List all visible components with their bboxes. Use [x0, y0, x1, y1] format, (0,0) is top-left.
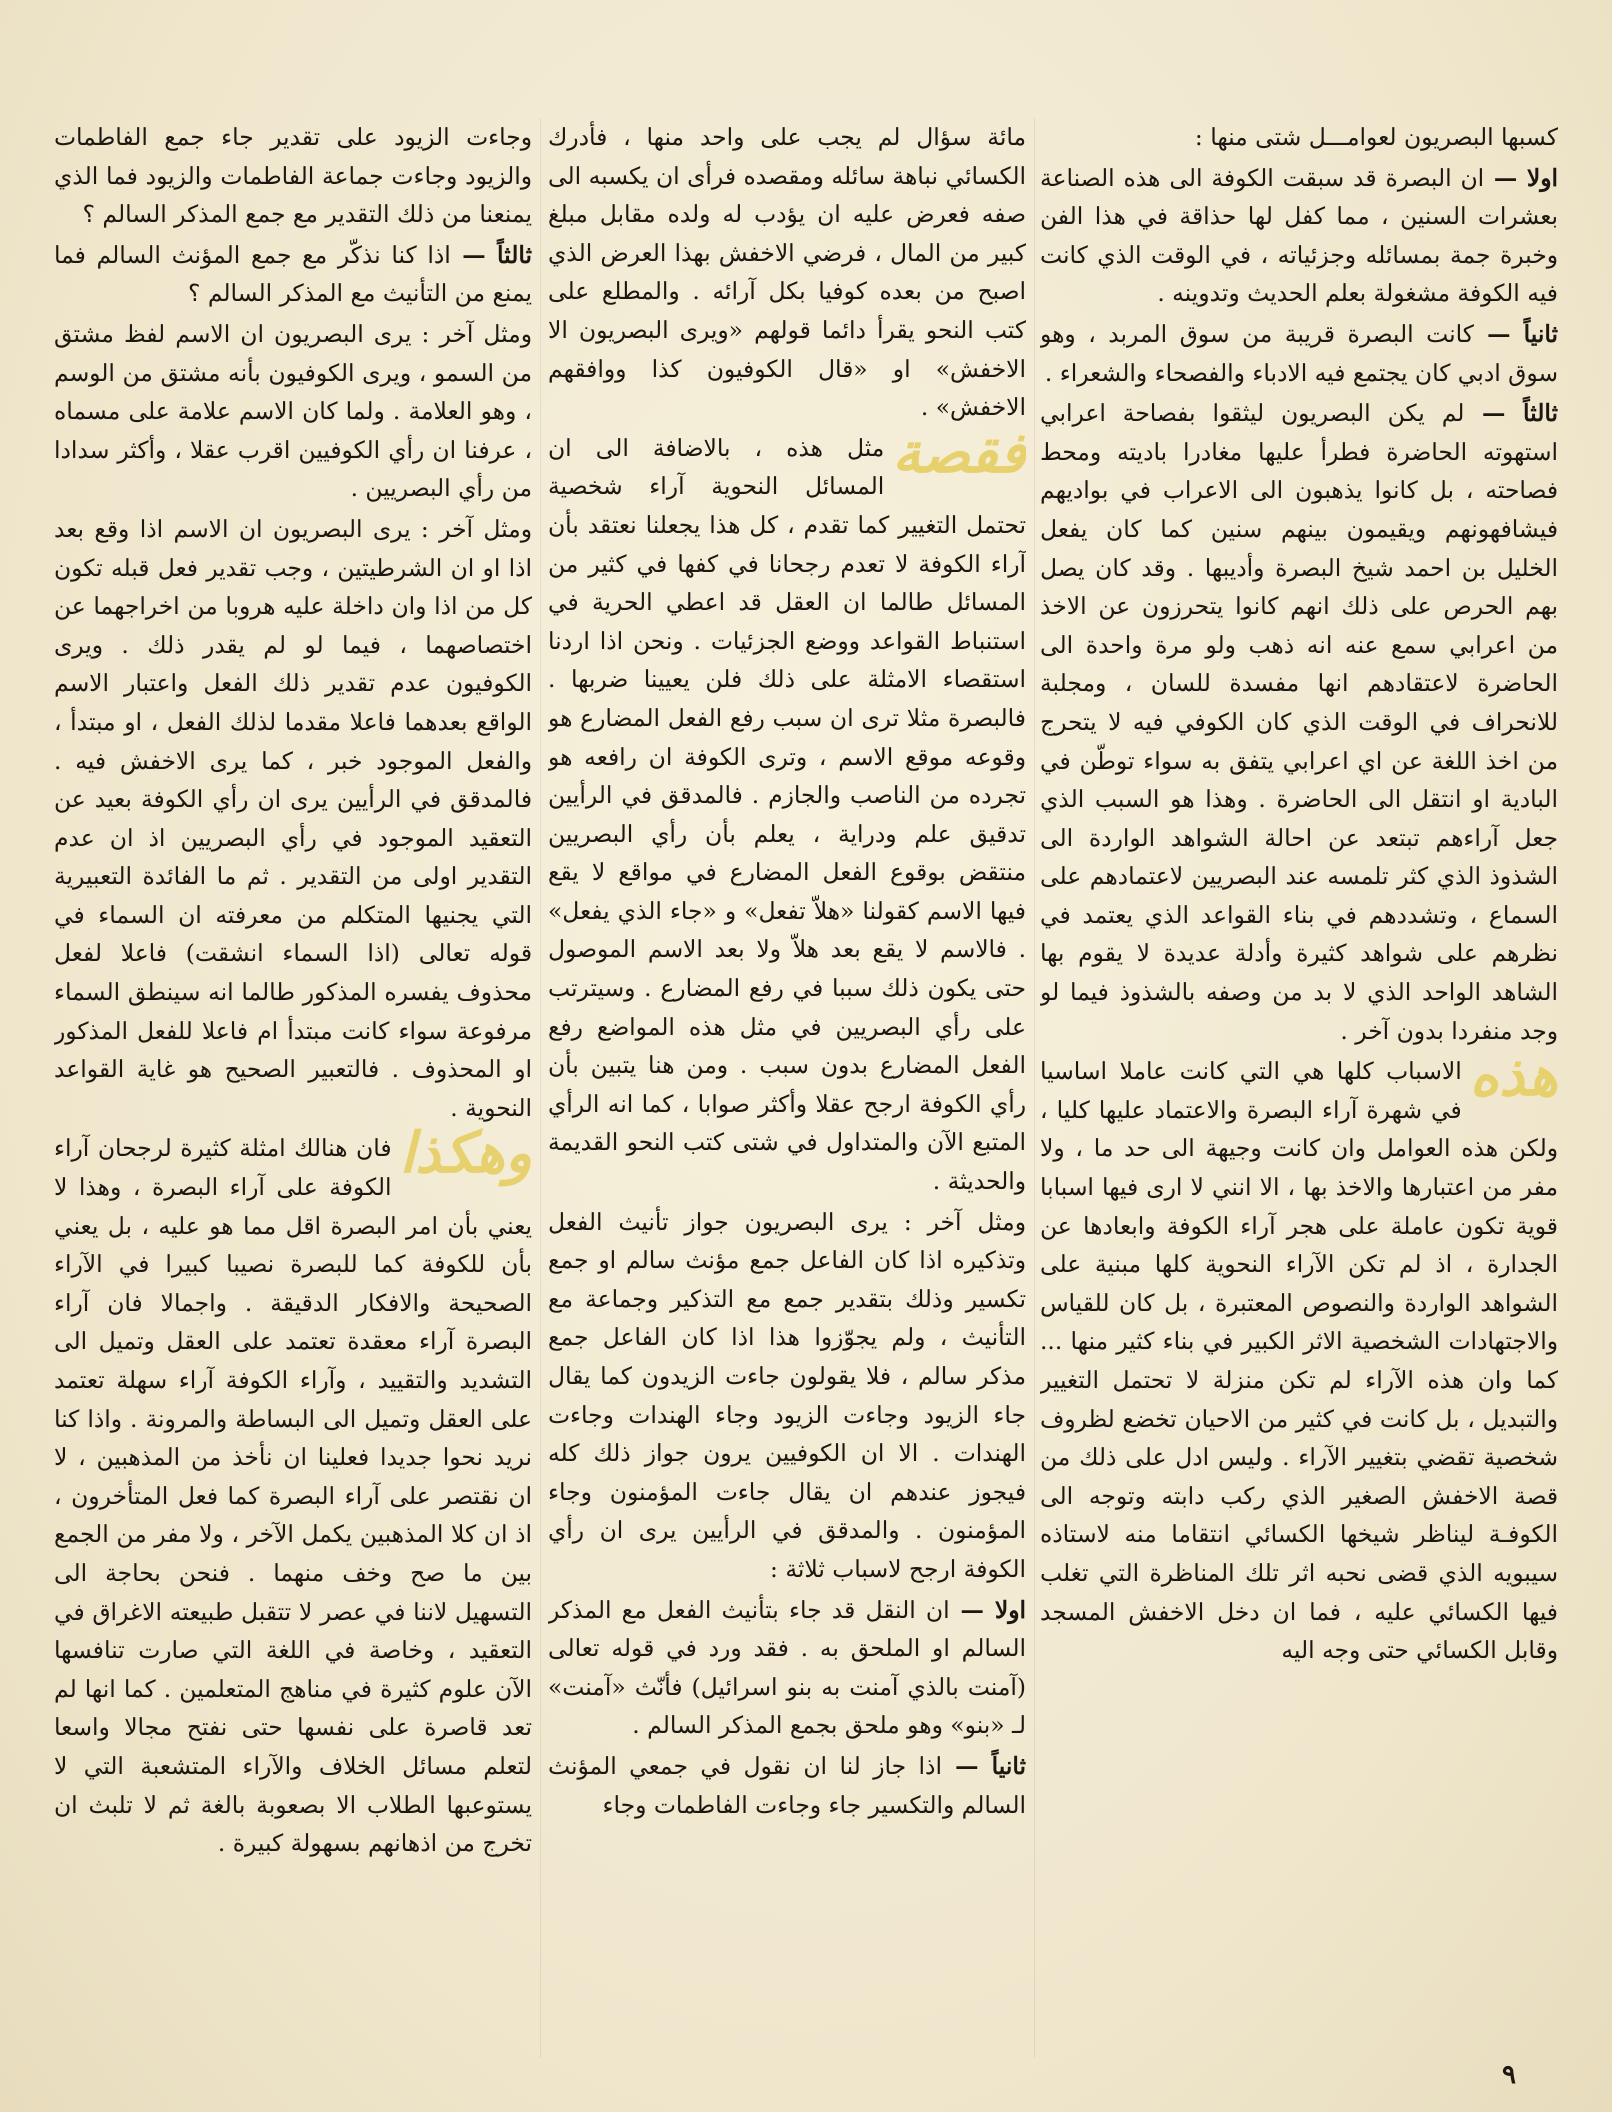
paragraph-lead: اولا — — [1484, 163, 1558, 192]
paragraph-text: ان النقل قد جاء بتأنيث الفعل مع المذكر السالم او الملحق به . فقد ورد في قوله تعالى (آمنت بالذي آمنت به بنو اسرائيل) فأنّث «آمنت» لـ «بنو» وهو ملحق بجمع المذكر السالم . — [548, 1595, 1026, 1740]
decorative-initial-word: هذه — [1469, 1043, 1558, 1110]
paragraph-text: كانت البصرة قريبة من سوق المربد ، وهو سوق ادبي كان يجتمع فيه الادباء والفصحاء والشعراء . — [1040, 319, 1558, 387]
paragraph-text: ان البصرة قد سبقت الكوفة الى هذه الصناعة بعشرات السنين ، مما كفل لها حذاقة في هذا الفن وخبرة جمة بمسائله وجزئياته ، في الوقت الذي كانت فيه الكوفة مشغولة بعلم الحديث وتدوينه . — [1040, 163, 1558, 308]
paragraph-lead: ثالثاً — — [1464, 399, 1558, 428]
paragraph — [54, 1120, 532, 1862]
paragraph — [548, 1591, 1026, 1745]
paragraph-text: اذا جاز لنا ان نقول في جمعي المؤنث السالم والتكسير جاء وجاءت الفاطمات وجاء — [548, 1751, 1026, 1819]
paragraph — [54, 510, 532, 1128]
paragraph-text: وجاءت الزيود على تقدير جاء جمع الفاطمات والزيود وجاءت جماعة الفاطمات والزيود فما الذي يمنعنا من ذلك التقدير مع جمع المذكر السالم ؟ — [54, 123, 532, 229]
left-column — [54, 118, 532, 2058]
paragraph — [1040, 118, 1558, 157]
decorative-initial-word: فقصة — [892, 419, 1026, 486]
middle-column — [548, 118, 1026, 2058]
paragraph — [1040, 1043, 1558, 1670]
paragraph-text: اذا كنا نذكّر مع جمع المؤنث السالم فما يمنع من التأنيث مع المذكر السالم ؟ — [54, 240, 532, 308]
paragraph — [548, 419, 1026, 1201]
paragraph-text: ومثل آخر : يرى البصريون ان الاسم اذا وقع بعد اذا او ان الشرطيتين ، وجب تقدير فعل قبله تكون كل من اذا وان داخلة عليه هروبا من اخراجهما عن اختصاصهما ، فيما لو لم يقدر ذلك . ويرى الكوفيون عدم تقدير ذلك الفعل واعتبار الاسم الواقع بعدهما فاعلا مقدما لذلك الفعل ، او مبتدأ ، والفعل الموجود خبر ، كما يرى الاخفش فيه . فالمدقق في الرأيين يرى ان رأي الكوفة بعيد عن التعقيد الموجود في رأي البصريين اذ ان عدم التقدير اولى من التقدير . ثم ما الفائدة التعبيرية التي يجنيها المتكلم من معرفته ان السماء في قوله تعالى (اذا السماء انشقت) فاعلا لفعل محذوف يفسره المذكور طالما انه سينطق السماء مرفوعة سواء كانت مبتدأ ام فاعلا للفعل المذكور او المحذوف . فالتعبير الصحيح هو غاية القواعد النحوية . — [54, 514, 532, 1122]
paragraph-text: فان هنالك امثلة كثيرة لرجحان آراء الكوفة على آراء البصرة ، وهذا لا يعني بأن امر البصرة اقل مما هو عليه ، بل يعني بأن للكوفة كما للبصرة نصيبا كبيرا في الآراء الصحيحة والافكار الدقيقة . واجمالا فان آراء البصرة آراء معقدة تعتمد على العقل وتميل الى التشديد والتقييد ، وآراء الكوفة آراء سهلة تعتمد على العقل وتميل الى البساطة والمرونة . واذا كنا نريد نحوا جديدا فعلينا ان نأخذ من المذهبين ، لا ان نقتصر على آراء البصرة كما فعل المتأخرون ، اذ ان كلا المذهبين يكمل الآخر ، ولا مفر من الجمع بين ما صح وخف منهما . فنحن بحاجة الى التسهيل لاننا في عصر لا تتقبل طبيعته الاغراق في التعقيد ، وخاصة في اللغة التي صارت تنافسها الآن علوم كثيرة في مناهج المتعلمين . كما انها لم تعد قاصرة على نفسها حتى نفتح مجالا واسعا لتعلم مسائل الخلاف والآراء المتشعبة التي لا يستوعبها الطلاب الا بصعوبة بالغة ثم لا تلبث ان تخرج من اذهانهم بسهولة كبيرة . — [54, 1134, 532, 1858]
paragraph-text: كسبها البصريون لعوامـــل شتى منها : — [1194, 123, 1558, 151]
right-column — [1040, 118, 1558, 2058]
paragraph — [54, 315, 532, 508]
column-divider — [1034, 118, 1035, 2058]
paragraph — [1040, 394, 1558, 1050]
paragraph — [548, 118, 1026, 427]
paragraph — [548, 1747, 1026, 1824]
paragraph — [1040, 315, 1558, 392]
paragraph-lead: ثانياً — — [941, 1751, 1026, 1780]
paragraph-text: الاسباب كلها هي التي كانت عاملا اساسيا في شهرة آراء البصرة والاعتماد عليها كليا ، ولكن هذه العوامل وان كانت وجيهة الى حد ما ، ولا مفر من اعتبارها والاخذ بها ، الا انني لا ارى فيها اسبابا قوية تكون عاملة على هجر آراء الكوفة وابعادها عن الجدارة ، اذ لم تكن الآراء النحوية كلها مبنية على الشواهد الواردة والنصوص المعتبرة ، بل كان للقياس والاجتهادات الشخصية الاثر الكبير في بناء كثير منها ... كما وان هذه الآراء لم تكن منزلة لا تحتمل التغيير والتبديل ، بل كانت في كثير من الاحيان تخضع لظروف شخصية تقضي بتغيير الآراء . وليس ادل على ذلك من قصة الاخفش الصغير الذي ركب دابته وتوجه الى الكوفـة ليناظر شيخها الكسائي انتقاما منه لاستاذه سيبويه الذي قضى نحبه اثر تلك المناظرة التي تغلب فيها الكسائي عليه ، فما ان دخل الاخفش المسجد وقابل الكسائي حتى وجه اليه — [1040, 1057, 1558, 1665]
paragraph-lead: ثالثاً — — [450, 240, 532, 269]
paragraph — [54, 236, 532, 313]
paragraph-lead: ثانياً — — [1473, 319, 1558, 348]
page-number: ٩ — [1502, 2060, 1516, 2090]
paragraph-text: مائة سؤال لم يجب على واحد منها ، فأدرك الكسائي نباهة سائله ومقصده فرأى ان يكسبه الى صفه فعرض عليه ان يؤدب له ولده مقابل مبلغ كبير من المال ، فرضي الاخفش بهذا العرض الذي اصبح من بعده كوفيا بكل آرائه . والمطلع على كتب النحو يقرأ دائما قولهم «ويرى البصريون الا الاخفش» او «قال الكوفيون كذا ووافقهم الاخفش» . — [548, 123, 1026, 422]
paragraph-text: مثل هذه ، بالاضافة الى ان المسائل النحوية آراء شخصية تحتمل التغيير كما تقدم ، كل هذا يجعلنا نعتقد بأن آراء الكوفة لا تعدم رجحانا في كفها في كثير من المسائل طالما ان العقل قد اعطي الحرية في استنباط القواعد ووضع الجزئيات . ونحن اذا اردنا استقصاء الامثلة على ذلك فلن يعيينا ضربها . فالبصرة مثلا ترى ان سبب رفع الفعل المضارع هو وقوعه موقع الاسم ، وترى الكوفة ان رافعه هو تجرده من الناصب والجازم . فالمدقق في الرأيين تدقيق علم ودراية ، يعلم بأن رأي البصريين منتقض بوقوع الفعل المضارع في مواقع لا يقع فيها الاسم كقولنا «هلاّ تفعل» و «جاء الذي يفعل» . فالاسم لا يقع بعد هلاّ ولا بعد الاسم الموصول حتى يكون ذلك سببا في رفع المضارع . وسيترتب على رأي البصريين في مثل هذه المواضع رفع الفعل المضارع بدون سبب . ومن هنا يتبين بأن رأي الكوفة ارجح عقلا وأكثر صوابا ، كما انه الرأي المتبع الآن والمتداول في شتى كتب النحو القديمة والحديثة . — [548, 433, 1026, 1196]
paragraph-text: ومثل آخر : يرى البصريون ان الاسم لفظ مشتق من السمو ، ويرى الكوفيون بأنه مشتق من الوسم ، وهو العلامة . ولما كان الاسم علامة على مسماه ، عرفنا ان رأي الكوفيين اقرب عقلا ، وأكثر سدادا من رأي البصريين . — [54, 319, 532, 503]
paragraph-lead: اولا — — [949, 1595, 1026, 1624]
decorative-initial-word: وهكذا — [399, 1120, 532, 1187]
paragraph — [54, 118, 532, 234]
paragraph-text: لم يكن البصريون ليثقوا بفصاحة اعرابي استهوته الحاضرة فطرأ عليها مغادرا باديته ومحط فصاحته ، بل كانوا يذهبون الى الاعراب في بواديهم فيشافهونهم ويقيمون بينهم سنين كما كان يفعل الخليل بن احمد شيخ البصرة وأديبها . وقد كان يصل بهم الحرص على ذلك انهم كانوا يتحرزون عن الاخذ من اعرابي سمع عنه انه ذهب ولو مرة واحدة الى الحاضرة لاعتقادهم انها مفسدة للسان ، ومجلبة للانحراف في الوقت الذي كان الكوفي فيه لا يتحرج من اخذ اللغة عن اي اعرابي يتفق به سواء توطّن في البادية او انتقل الى الحاضرة . وهذا هو السبب الذي جعل آراءهم تبتعد عن احالة الشواهد الواردة الى الشذوذ الذي كثر تلمسه عند البصريين لاعتمادهم على السماع ، وتشددهم في بناء القواعد الذي يعتمد في نظرهم على شواهد كثيرة وأدلة عديدة لا يقوم بها الشاهد الواحد الذي لا بد من وصفه بالشذوذ فيما لو وجد منفردا بدون آخر . — [1040, 399, 1558, 1045]
paragraph — [548, 1203, 1026, 1589]
column-divider — [540, 118, 541, 2058]
paragraph-text: ومثل آخر : يرى البصريون جواز تأنيث الفعل وتذكيره اذا كان الفاعل جمع مؤنث سالم او جمع تكسير وذلك بتقدير جمع مع التذكير وجماعة مع التأنيث ، ولم يجوّزوا هذا اذا كان الفاعل جمع مذكر سالم ، فلا يقولون جاءت الزيدون كما يقال جاء الزيود وجاءت الزيود وجاء الهندات وجاءت الهندات . الا ان الكوفيين يرون جواز ذلك كله فيجوز عندهم ان يقال جاءت المؤمنون وجاء المؤمنون . والمدقق في الرأيين يرى ان رأي الكوفة ارجح لاسباب ثلاثة : — [548, 1207, 1026, 1583]
paragraph — [1040, 159, 1558, 313]
